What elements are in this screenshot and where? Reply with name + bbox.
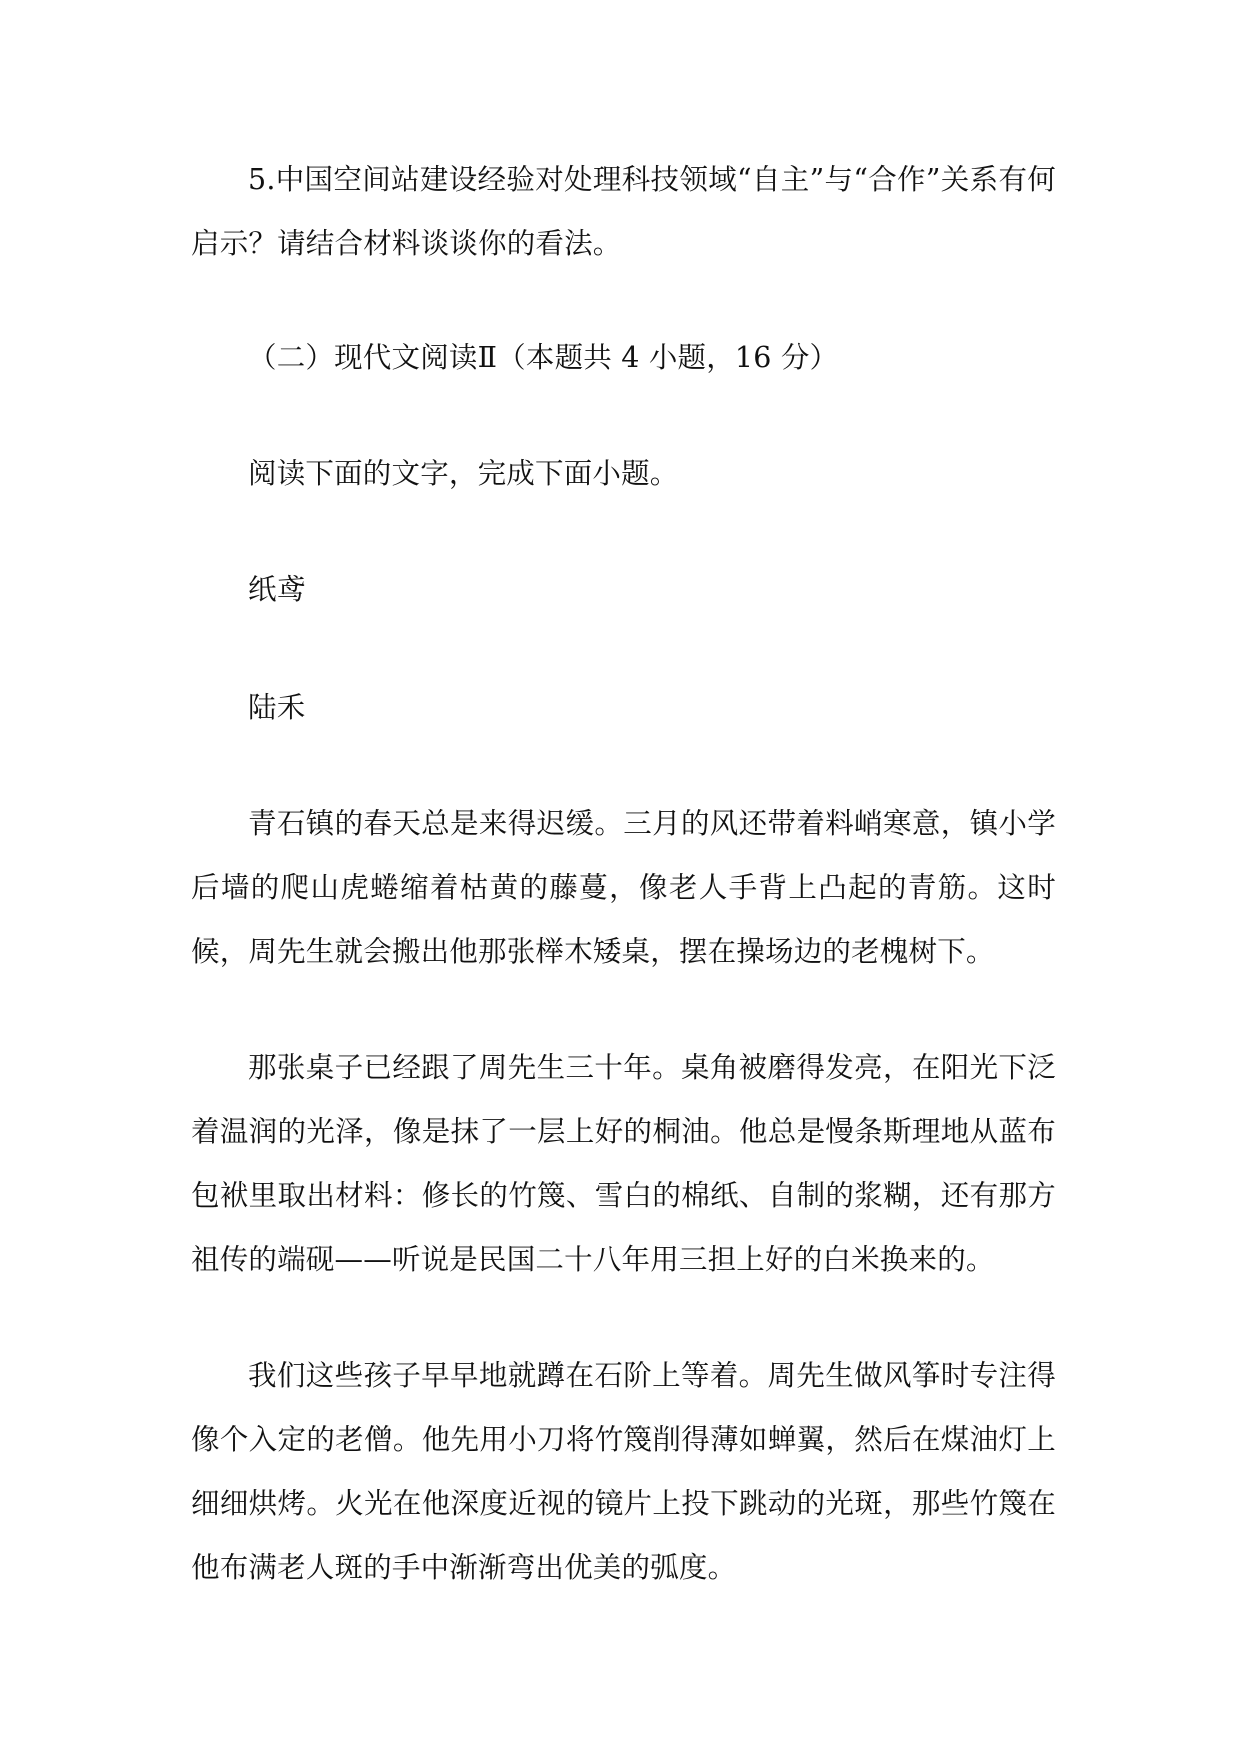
story-author: 陆禾 xyxy=(248,691,306,724)
story-paragraph-1: 青石镇的春天总是来得迟缓。三月的风还带着料峭寒意，镇小学后墙的爬山虎蜷缩着枯黄的藤蔓，像老人手背上凸起的青筋。这时候，周先生就会搬出他那张榉木矮桌，摆在操场边的老槐树下。 xyxy=(191,807,1056,968)
story-paragraph-2: 那张桌子已经跟了周先生三十年。桌角被磨得发亮，在阳光下泛着温润的光泽，像是抹了一层上好的桐油。他总是慢条斯理地从蓝布包袱里取出材料：修长的竹篾、雪白的棉纸、自制的浆糊，还有那方祖传的端砚——听说是民国二十八年用三担上好的白米换来的。 xyxy=(191,1051,1056,1276)
question-5: 5.中国空间站建设经验对处理科技领域“自主”与“合作”关系有何启示？请结合材料谈谈你的看法。 xyxy=(191,163,1056,260)
section-heading: （二）现代文阅读Ⅱ（本题共 4 小题，16 分） xyxy=(248,341,839,374)
story-title: 纸鸢 xyxy=(248,573,306,606)
document-body xyxy=(191,148,1056,1652)
story-paragraph-3: 我们这些孩子早早地就蹲在石阶上等着。周先生做风筝时专注得像个入定的老僧。他先用小刀将竹篾削得薄如蝉翼，然后在煤油灯上细细烘烤。火光在他深度近视的镜片上投下跳动的光斑，那些竹篾在他布满老人斑的手中渐渐弯出优美的弧度。 xyxy=(191,1359,1056,1584)
reading-instruction: 阅读下面的文字，完成下面小题。 xyxy=(248,457,679,490)
